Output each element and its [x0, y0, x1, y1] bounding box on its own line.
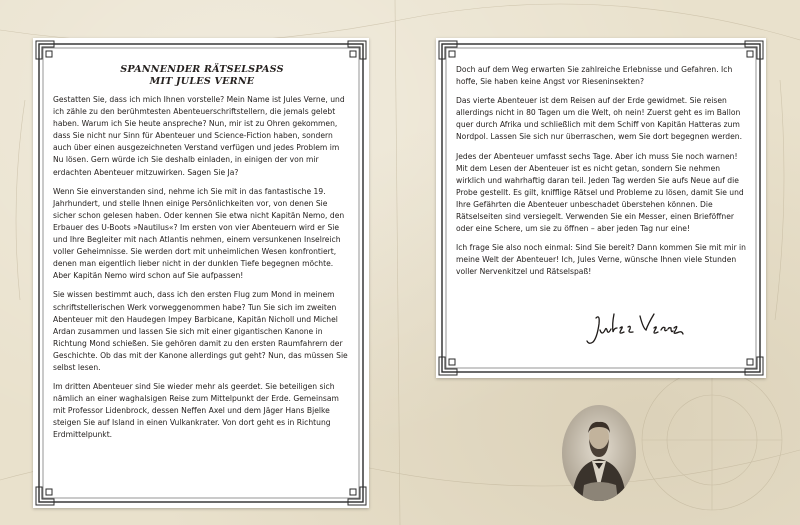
paragraph: Sie wissen bestimmt auch, dass ich den ersten Flug zum Mond in meinem schriftstellerischen Werk vorweggenommen habe? Tun Sie sich im zweiten Abenteuer mit den Haudegen Impey Barbicane, Kapitän Nicholl und Michel Ardan zusammen und lassen Sie sich mit einer gigantischen Kanone in Richtung Mond schießen. Sie gehören damit zu den ersten Raumfahrern der Geschichte. Ob das mit der Kanone allerdings gut geht? Nun, das müssen Sie selbst lesen. [53, 290, 348, 372]
title-line-2: MIT JULES VERNE [149, 76, 255, 87]
paragraph: Gestatten Sie, dass ich mich Ihnen vorstelle? Mein Name ist Jules Verne, und ich zähle zu den berühmtesten Abenteuerschriftstellern, die jemals gelebt haben. Warum ich Sie heute anspreche? Nun, mir ist zu Ohren gekommen, dass Sie nicht nur Sinn für Abenteuer und Science-Fiction haben, sondern auch über einen ausgezeichneten Verstand verfügen und jedes Problem im Nu lösen. Gern würde ich Sie deshalb einladen, in einigen der von mir erdachten Abenteuer mitzuwirken. Sagen Sie Ja? [53, 95, 345, 177]
right-page-card [436, 38, 766, 378]
paragraph: Doch auf dem Weg erwarten Sie zahlreiche Erlebnisse und Gefahren. Ich hoffe, Sie haben keine Angst vor Rieseninsekten? [456, 65, 733, 87]
paragraph: Jedes der Abenteuer umfasst sechs Tage. Aber ich muss Sie noch warnen! Mit dem Lesen der Abenteuer ist es nicht getan, sondern Sie nehmen wirklich und wahrhaftig daran teil. Jeden Tag werden Sie aufs Neue auf die Probe gestellt. Es gilt, knifflige Rätsel und Probleme zu lösen, damit Sie und Ihre Gefährten die Abenteuer unbeschadet überstehen können. Die Rätselseiten sind versiegelt. Verwenden Sie ein Messer, einen Brieföffner oder eine Schere, um sie zu öffnen – aber jeden Tag nur eine! [456, 151, 744, 234]
paragraph: Ich frage Sie also noch einmal: Sind Sie bereit? Dann kommen Sie mit mir in meine Welt der Abenteuer! Ich, Jules Verne, wünsche Ihnen viele Stunden voller Nervenkitzel und Rätselspaß! [456, 243, 746, 277]
left-page-text [53, 64, 351, 449]
signature-image [584, 308, 684, 350]
paragraph: Wenn Sie einverstanden sind, nehme ich Sie mit in das fantastische 19. Jahrhundert, und stelle Ihnen einige Persönlichkeiten vor, von denen Sie sicher schon gelesen haben. Oder kennen Sie etwa nicht Kapitän Nemo, den Erbauer des U-Boots »Nautilus«? Im ersten von vier Abenteuern wird er Sie und Ihre Begleiter mit nach Atlantis nehmen, einem versunkenen Inselreich voller Geheimnisse. Sie werden dort mit unheimlichen Wesen konfrontiert, denen man eigentlich lieber nicht in der dunklen Tiefe begegnen möchte. Aber Kapitän Nemo wird schon auf Sie aufpassen! [53, 186, 345, 281]
right-page-text [456, 64, 748, 286]
page-title [53, 64, 351, 88]
title-line-1: SPANNENDER RÄTSELSPASS [120, 64, 284, 75]
left-page-card [33, 38, 369, 508]
paragraph: Das vierte Abenteuer ist dem Reisen auf der Erde gewidmet. Sie reisen allerdings nicht in 80 Tagen um die Welt, oh nein! Zuerst geht es im Ballon quer durch Afrika und schließlich mit dem Schiff von Kapitän Hatteras zum Nordpol. Lassen Sie sich nur überraschen, wem Sie dort begegnen werden. [456, 96, 743, 142]
portrait-image [562, 405, 636, 501]
paragraph: Im dritten Abenteuer sind Sie wieder mehr als geerdet. Sie beteiligen sich nämlich an einer waghalsigen Reise zum Mittelpunkt der Erde. Gemeinsam mit Professor Lidenbrock, dessen Neffen Axel und dem Jäger Hans Bjelke steigen Sie auf Island in einen Vulkankrater. Von dort geht es in Richtung Erdmittelpunkt. [53, 382, 339, 440]
